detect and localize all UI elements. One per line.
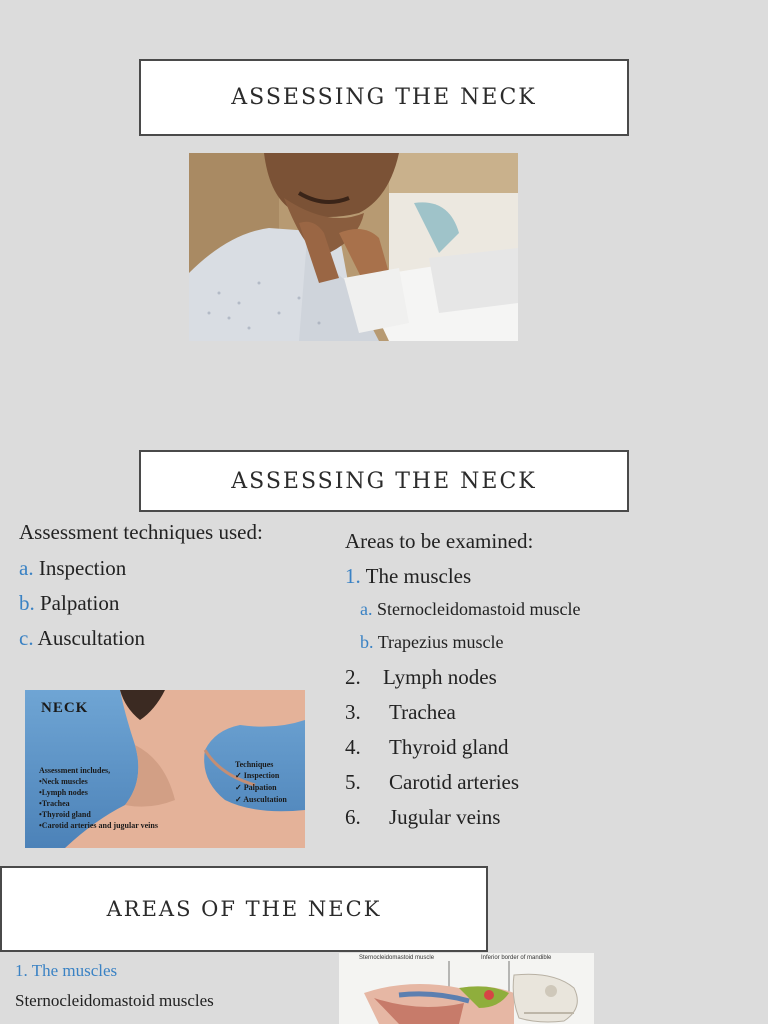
area-item (345, 805, 500, 830)
technique-label: a. (19, 556, 34, 580)
technique-item (19, 591, 119, 616)
area-subtext: Sternocleidomastoid muscle (377, 599, 581, 619)
neck-image-technique-item: ✓ Auscultation (235, 795, 287, 804)
area-label: 1. (345, 564, 361, 588)
area-text: Trachea (389, 700, 456, 724)
area-text: Thyroid gland (389, 735, 509, 759)
techniques-heading: Assessment techniques used: (19, 520, 263, 544)
area-text: The muscles (365, 564, 472, 588)
anatomy-label: Inferior border of mandible (481, 955, 552, 961)
neck-image-include-item: •Trachea (39, 799, 70, 808)
slide1-title-text: ASSESSING THE NECK (231, 85, 537, 110)
area-number: 4. (345, 735, 361, 759)
area-subitem (360, 632, 504, 653)
area-number: 3. (345, 700, 361, 724)
neck-image-includes-heading: Assessment includes, (39, 766, 111, 775)
area-subtext: Trapezius muscle (377, 632, 504, 652)
neck-image-technique-item: ✓ Inspection (235, 771, 280, 780)
slide1-title (139, 59, 629, 136)
neck-image-include-item: •Neck muscles (39, 777, 88, 786)
neck-image-techniques-heading: Techniques (235, 760, 274, 769)
area-sublabel: a. (360, 599, 373, 619)
area-item (345, 735, 509, 760)
neck-image-title: NECK (41, 700, 89, 716)
neck-examination-illustration (189, 153, 518, 341)
neck-assessment-image (25, 690, 305, 848)
slide3-item: 1. The muscles (15, 961, 118, 980)
area-item (345, 770, 519, 795)
technique-item (19, 556, 126, 581)
area-number: 2. (345, 665, 361, 689)
anatomy-label: Sternocleidomastoid muscle (359, 955, 435, 961)
neck-image-include-item: •Lymph nodes (39, 788, 88, 797)
area-text: Jugular veins (389, 805, 501, 829)
technique-text: Inspection (38, 556, 127, 580)
anatomy-illustration (339, 953, 594, 1024)
area-number: 5. (345, 770, 361, 794)
neck-examination-photo (189, 153, 518, 341)
slide3-title (0, 866, 488, 952)
slide2-title (139, 450, 629, 512)
technique-text: Auscultation (37, 626, 145, 650)
area-item (345, 700, 456, 725)
neck-image-include-item: •Thyroid gland (39, 810, 91, 819)
technique-label: b. (19, 591, 35, 615)
areas-heading: Areas to be examined: (345, 529, 534, 553)
technique-item (19, 626, 145, 651)
area-sublabel: b. (360, 632, 374, 652)
neck-image-include-item: •Carotid arteries and jugular veins (39, 821, 158, 830)
technique-label: c. (19, 626, 34, 650)
area-item (345, 564, 471, 589)
area-subitem (360, 599, 580, 620)
slide3-title-text: AREAS OF THE NECK (106, 897, 382, 921)
slide3-subtext: Sternocleidomastoid muscles (15, 991, 214, 1010)
area-text: Lymph nodes (383, 665, 497, 689)
technique-text: Palpation (40, 591, 120, 615)
area-number: 6. (345, 805, 361, 829)
neck-image-technique-item: ✓ Palpation (235, 783, 277, 792)
neck-anatomy-diagram (339, 953, 594, 1024)
slide2-title-text: ASSESSING THE NECK (231, 468, 537, 494)
area-text: Carotid arteries (389, 770, 520, 794)
area-item (345, 665, 497, 690)
